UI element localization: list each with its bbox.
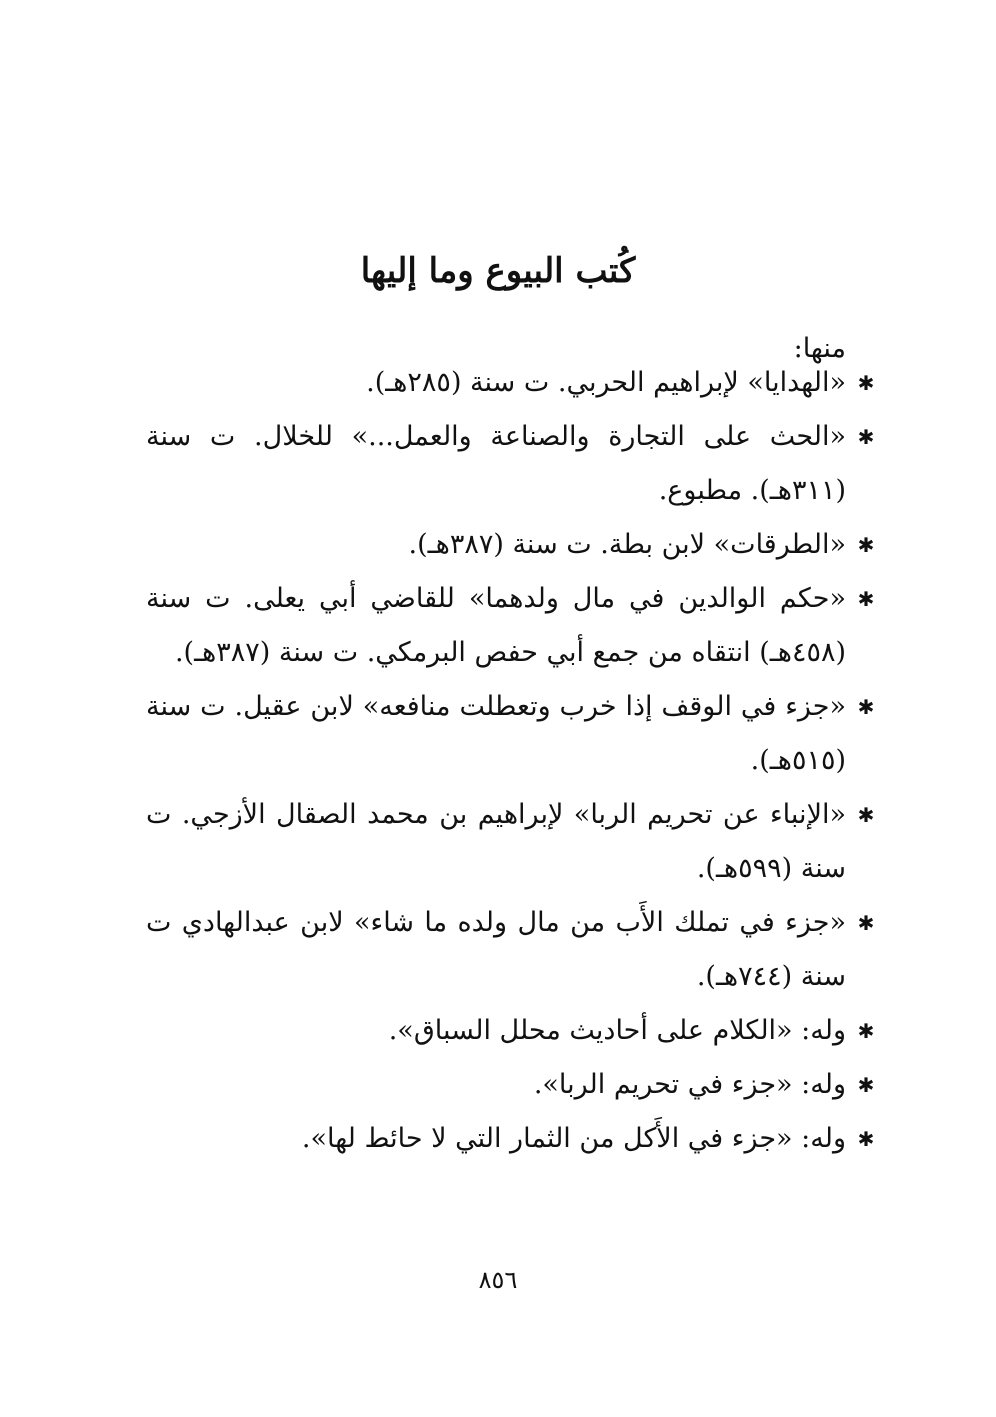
list-item xyxy=(146,896,875,1004)
asterisk-bullet-icon: ✱ xyxy=(857,533,875,557)
list-item xyxy=(146,572,875,680)
list-item-text: «جزء في الوقف إذا خرب وتعطلت منافعه» لابن عقيل. ت سنة (٥١٥هـ). xyxy=(146,691,846,776)
page-title: كُتب البيوع وما إليها xyxy=(360,251,636,291)
list-item-text: «الهدايا» لإبراهيم الحربي. ت سنة (٢٨٥هـ). xyxy=(366,367,846,398)
list-item xyxy=(146,788,875,896)
asterisk-bullet-icon: ✱ xyxy=(857,911,875,935)
asterisk-bullet-icon: ✱ xyxy=(857,695,875,719)
list-item-text: وله: «جزء في تحريم الربا». xyxy=(533,1069,846,1100)
list-item xyxy=(146,356,875,410)
asterisk-bullet-icon: ✱ xyxy=(857,1127,875,1151)
list-item xyxy=(146,1058,875,1112)
list-item-text: «الحث على التجارة والصناعة والعمل...» للخلال. ت سنة (٣١١هـ). مطبوع. xyxy=(146,421,846,506)
list-item-text: وله: «جزء في الأَكل من الثمار التي لا حائط لها». xyxy=(301,1123,846,1154)
page-number: ٨٥٦ xyxy=(478,1266,518,1294)
asterisk-bullet-icon: ✱ xyxy=(857,587,875,611)
asterisk-bullet-icon: ✱ xyxy=(857,803,875,827)
list-item-text: «الإنباء عن تحريم الربا» لإبراهيم بن محمد الصقال الأزجي. ت سنة (٥٩٩هـ). xyxy=(146,799,846,884)
list-item xyxy=(146,1112,875,1166)
book-list xyxy=(146,356,875,1166)
list-item xyxy=(146,410,875,518)
asterisk-bullet-icon: ✱ xyxy=(857,1073,875,1097)
list-item xyxy=(146,680,875,788)
list-item xyxy=(146,1004,875,1058)
asterisk-bullet-icon: ✱ xyxy=(857,371,875,395)
list-item-text: «جزء في تملك الأَب من مال ولده ما شاء» لابن عبدالهادي ت سنة (٧٤٤هـ). xyxy=(146,907,846,992)
list-item-text: «حكم الوالدين في مال ولدهما» للقاضي أبي يعلى. ت سنة (٤٥٨هـ) انتقاه من جمع أبي حفص البرمكي. ت سنة (٣٨٧هـ). xyxy=(146,583,846,668)
list-item-text: وله: «الكلام على أحاديث محلل السباق». xyxy=(388,1015,846,1046)
asterisk-bullet-icon: ✱ xyxy=(857,1019,875,1043)
list-item xyxy=(146,518,875,572)
list-item-text: «الطرقات» لابن بطة. ت سنة (٣٨٧هـ). xyxy=(408,529,846,560)
asterisk-bullet-icon: ✱ xyxy=(857,425,875,449)
intro-label: منها: xyxy=(793,333,846,364)
